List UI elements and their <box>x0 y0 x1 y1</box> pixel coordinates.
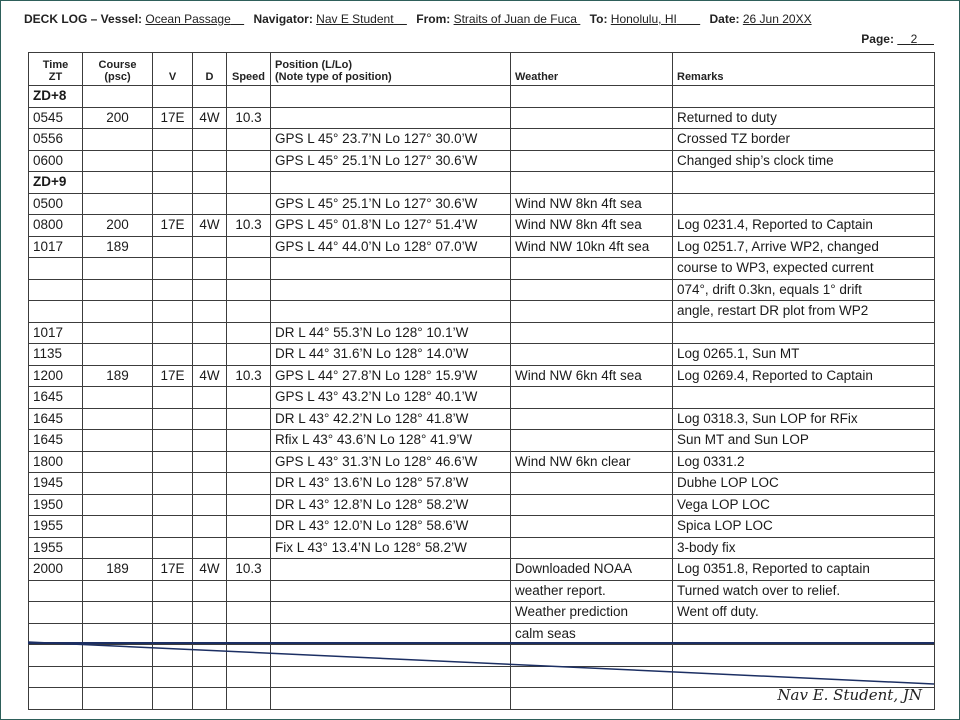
empty-cell <box>271 172 511 194</box>
cell-speed <box>227 580 271 602</box>
cell-speed <box>227 344 271 366</box>
to-label: To: <box>589 12 608 26</box>
cell-d <box>193 494 227 516</box>
cell-course <box>83 279 153 301</box>
empty-cell <box>227 645 271 667</box>
cell-speed <box>227 236 271 258</box>
log-entry-row <box>29 580 935 602</box>
cell-d <box>193 451 227 473</box>
blank-row <box>29 645 935 667</box>
cell-time: 1135 <box>29 344 83 366</box>
cell-v <box>153 301 193 323</box>
cell-speed <box>227 129 271 151</box>
col-course: Course (psc) <box>83 53 153 86</box>
empty-cell <box>511 86 673 108</box>
cell-course <box>83 150 153 172</box>
cell-speed <box>227 494 271 516</box>
cell-position <box>271 301 511 323</box>
col-weather: Weather <box>511 53 673 86</box>
cell-remarks: Log 0231.4, Reported to Captain <box>673 215 935 237</box>
empty-cell <box>29 645 83 667</box>
end-of-entries-rule <box>28 642 934 644</box>
cell-weather <box>511 408 673 430</box>
col-time: Time ZT <box>29 53 83 86</box>
col-v: V <box>153 53 193 86</box>
cell-position: DR L 43° 13.6’N Lo 128° 57.8’W <box>271 473 511 495</box>
cell-d <box>193 430 227 452</box>
cell-position: DR L 44° 31.6’N Lo 128° 14.0’W <box>271 344 511 366</box>
cell-speed: 10.3 <box>227 559 271 581</box>
cell-time: 1950 <box>29 494 83 516</box>
cell-speed <box>227 150 271 172</box>
empty-cell <box>227 666 271 688</box>
log-entry-row <box>29 387 935 409</box>
empty-cell <box>193 645 227 667</box>
log-date: 26 Jun 20XX <box>742 12 812 26</box>
cell-course <box>83 451 153 473</box>
page-number-line <box>861 32 934 46</box>
cell-weather <box>511 387 673 409</box>
log-entry-row <box>29 322 935 344</box>
col-remarks: Remarks <box>673 53 935 86</box>
cell-time: 1645 <box>29 387 83 409</box>
cell-remarks: Log 0331.2 <box>673 451 935 473</box>
cell-time: 1945 <box>29 473 83 495</box>
log-entry-row <box>29 430 935 452</box>
empty-cell <box>511 688 673 710</box>
cell-weather <box>511 258 673 280</box>
col-position: Position (L/Lo) (Note type of position) <box>271 53 511 86</box>
col-d: D <box>193 53 227 86</box>
log-entry-row <box>29 602 935 624</box>
cell-position: GPS L 45° 01.8’N Lo 127° 51.4’W <box>271 215 511 237</box>
cell-v <box>153 451 193 473</box>
log-header <box>24 12 812 26</box>
cell-position <box>271 602 511 624</box>
cell-course: 189 <box>83 559 153 581</box>
empty-cell <box>271 86 511 108</box>
cell-course <box>83 322 153 344</box>
cell-time: 1800 <box>29 451 83 473</box>
log-entry-row <box>29 537 935 559</box>
cell-v <box>153 387 193 409</box>
blank-row <box>29 666 935 688</box>
cell-position: GPS L 45° 25.1’N Lo 127° 30.6’W <box>271 150 511 172</box>
cell-weather <box>511 494 673 516</box>
cell-position <box>271 559 511 581</box>
cell-course <box>83 129 153 151</box>
log-entry-row <box>29 365 935 387</box>
cell-d <box>193 602 227 624</box>
empty-cell <box>673 86 935 108</box>
cell-weather <box>511 322 673 344</box>
cell-v <box>153 537 193 559</box>
cell-time <box>29 602 83 624</box>
cell-v <box>153 602 193 624</box>
cell-remarks <box>673 387 935 409</box>
cell-d: 4W <box>193 365 227 387</box>
cell-position: GPS L 45° 23.7’N Lo 127° 30.0’W <box>271 129 511 151</box>
cell-weather: Wind NW 6kn 4ft sea <box>511 365 673 387</box>
empty-cell <box>227 86 271 108</box>
cell-d <box>193 236 227 258</box>
log-entry-row <box>29 279 935 301</box>
cell-course <box>83 602 153 624</box>
cell-weather <box>511 279 673 301</box>
cell-time <box>29 580 83 602</box>
cell-speed: 10.3 <box>227 365 271 387</box>
cell-course <box>83 494 153 516</box>
cell-time <box>29 301 83 323</box>
cell-time <box>29 258 83 280</box>
cell-speed <box>227 537 271 559</box>
cell-time: 0800 <box>29 215 83 237</box>
cell-speed <box>227 516 271 538</box>
cell-course <box>83 430 153 452</box>
cell-remarks: Log 0269.4, Reported to Captain <box>673 365 935 387</box>
cell-v <box>153 279 193 301</box>
cell-time: 1955 <box>29 516 83 538</box>
cell-weather <box>511 129 673 151</box>
cell-position: DR L 43° 12.0’N Lo 128° 58.6’W <box>271 516 511 538</box>
cell-speed <box>227 430 271 452</box>
cell-d <box>193 279 227 301</box>
cell-v <box>153 473 193 495</box>
cell-position: GPS L 44° 27.8’N Lo 128° 15.9’W <box>271 365 511 387</box>
cell-course <box>83 473 153 495</box>
cell-time: 0545 <box>29 107 83 129</box>
cell-position: Fix L 43° 13.4’N Lo 128° 58.2’W <box>271 537 511 559</box>
log-entry-row <box>29 258 935 280</box>
cell-time: 0600 <box>29 150 83 172</box>
cell-position: DR L 43° 12.8’N Lo 128° 58.2’W <box>271 494 511 516</box>
log-entry-row <box>29 516 935 538</box>
cell-remarks: Returned to duty <box>673 107 935 129</box>
cell-course <box>83 258 153 280</box>
cell-v <box>153 236 193 258</box>
from-label: From: <box>416 12 451 26</box>
from-place: Straits of Juan de Fuca <box>453 12 577 26</box>
cell-remarks: Vega LOP LOC <box>673 494 935 516</box>
cell-position: DR L 43° 42.2’N Lo 128° 41.8’W <box>271 408 511 430</box>
log-entry-row <box>29 301 935 323</box>
cell-position <box>271 258 511 280</box>
cell-speed: 10.3 <box>227 215 271 237</box>
cell-d <box>193 258 227 280</box>
empty-cell <box>511 172 673 194</box>
empty-cell <box>153 645 193 667</box>
cell-remarks <box>673 193 935 215</box>
cell-position: GPS L 43° 31.3’N Lo 128° 46.6’W <box>271 451 511 473</box>
cell-remarks: 3-body fix <box>673 537 935 559</box>
cell-v <box>153 258 193 280</box>
empty-cell <box>83 86 153 108</box>
cell-weather <box>511 107 673 129</box>
cell-course <box>83 408 153 430</box>
empty-cell <box>29 688 83 710</box>
vessel-name: Ocean Passage <box>145 12 231 26</box>
cell-remarks: angle, restart DR plot from WP2 <box>673 301 935 323</box>
cell-speed <box>227 322 271 344</box>
empty-cell <box>673 172 935 194</box>
zone-description: ZD+9 <box>29 172 83 194</box>
cell-weather <box>511 150 673 172</box>
empty-cell <box>153 666 193 688</box>
cell-weather: calm seas <box>511 623 673 645</box>
cell-course <box>83 580 153 602</box>
cell-time <box>29 279 83 301</box>
deck-log-table <box>28 52 935 710</box>
cell-d <box>193 580 227 602</box>
empty-cell <box>29 666 83 688</box>
empty-cell <box>193 172 227 194</box>
cell-position <box>271 580 511 602</box>
cell-position: GPS L 43° 43.2’N Lo 128° 40.1’W <box>271 387 511 409</box>
cell-time: 0556 <box>29 129 83 151</box>
cell-course: 189 <box>83 365 153 387</box>
cell-weather: Weather prediction <box>511 602 673 624</box>
cell-d <box>193 301 227 323</box>
log-entry-row <box>29 344 935 366</box>
empty-cell <box>193 86 227 108</box>
cell-v <box>153 430 193 452</box>
cell-remarks: Log 0265.1, Sun MT <box>673 344 935 366</box>
empty-cell <box>673 645 935 667</box>
log-entry-row <box>29 129 935 151</box>
cell-d <box>193 129 227 151</box>
cell-remarks: Log 0351.8, Reported to captain <box>673 559 935 581</box>
cell-course <box>83 516 153 538</box>
cell-speed <box>227 408 271 430</box>
cell-d: 4W <box>193 107 227 129</box>
page-label: Page: <box>861 32 894 46</box>
cell-time: 1017 <box>29 236 83 258</box>
cell-v <box>153 150 193 172</box>
to-place: Honolulu, HI <box>610 12 677 26</box>
cell-v: 17E <box>153 559 193 581</box>
cell-course: 200 <box>83 215 153 237</box>
cell-speed <box>227 473 271 495</box>
cell-v <box>153 193 193 215</box>
cell-remarks: course to WP3, expected current <box>673 258 935 280</box>
cell-speed <box>227 602 271 624</box>
cell-weather <box>511 430 673 452</box>
empty-cell <box>511 666 673 688</box>
cell-d <box>193 387 227 409</box>
cell-weather <box>511 344 673 366</box>
cell-speed <box>227 279 271 301</box>
log-entry-row <box>29 150 935 172</box>
cell-v: 17E <box>153 215 193 237</box>
cell-time: 2000 <box>29 559 83 581</box>
cell-d <box>193 322 227 344</box>
cell-weather <box>511 301 673 323</box>
navigator-label: Navigator: <box>253 12 313 26</box>
cell-v <box>153 516 193 538</box>
cell-d <box>193 150 227 172</box>
cell-course <box>83 193 153 215</box>
cell-weather: Wind NW 6kn clear <box>511 451 673 473</box>
cell-v <box>153 494 193 516</box>
empty-cell <box>153 86 193 108</box>
cell-weather: Wind NW 10kn 4ft sea <box>511 236 673 258</box>
log-entry-row <box>29 215 935 237</box>
cell-d <box>193 408 227 430</box>
empty-cell <box>83 666 153 688</box>
col-speed: Speed <box>227 53 271 86</box>
cell-course: 189 <box>83 236 153 258</box>
zone-description-row <box>29 86 935 108</box>
cell-speed <box>227 301 271 323</box>
navigator-signature: Nav E. Student, JN <box>777 686 922 704</box>
cell-course <box>83 301 153 323</box>
empty-cell <box>673 666 935 688</box>
empty-cell <box>227 688 271 710</box>
cell-course <box>83 344 153 366</box>
log-entry-row <box>29 107 935 129</box>
empty-cell <box>511 645 673 667</box>
cell-course <box>83 387 153 409</box>
cell-position: DR L 44° 55.3’N Lo 128° 10.1’W <box>271 322 511 344</box>
cell-speed <box>227 451 271 473</box>
cell-remarks: 074°, drift 0.3kn, equals 1° drift <box>673 279 935 301</box>
cell-time: 1645 <box>29 430 83 452</box>
cell-position <box>271 279 511 301</box>
page-number: 2 <box>910 32 918 46</box>
cell-course <box>83 537 153 559</box>
navigator-name: Nav E Student <box>316 12 394 26</box>
empty-cell <box>193 666 227 688</box>
cell-v <box>153 408 193 430</box>
cell-d <box>193 516 227 538</box>
empty-cell <box>193 688 227 710</box>
cell-remarks: Crossed TZ border <box>673 129 935 151</box>
cell-v: 17E <box>153 365 193 387</box>
cell-position: Rfix L 43° 43.6’N Lo 128° 41.9’W <box>271 430 511 452</box>
cell-remarks: Spica LOP LOC <box>673 516 935 538</box>
title-label: DECK LOG – Vessel: <box>24 12 143 26</box>
cell-remarks <box>673 322 935 344</box>
cell-remarks: Dubhe LOP LOC <box>673 473 935 495</box>
date-label: Date: <box>709 12 740 26</box>
cell-weather: Wind NW 8kn 4ft sea <box>511 215 673 237</box>
cell-time: 1017 <box>29 322 83 344</box>
empty-cell <box>271 666 511 688</box>
log-entry-row <box>29 473 935 495</box>
cell-d <box>193 473 227 495</box>
cell-weather <box>511 473 673 495</box>
cell-time: 1955 <box>29 537 83 559</box>
empty-cell <box>271 688 511 710</box>
cell-time: 1200 <box>29 365 83 387</box>
cell-speed <box>227 387 271 409</box>
cell-weather: Downloaded NOAA <box>511 559 673 581</box>
empty-cell <box>227 172 271 194</box>
empty-cell <box>83 645 153 667</box>
cell-position <box>271 107 511 129</box>
empty-cell <box>83 172 153 194</box>
empty-cell <box>83 688 153 710</box>
cell-remarks: Turned watch over to relief. <box>673 580 935 602</box>
cell-weather <box>511 516 673 538</box>
log-entry-row <box>29 494 935 516</box>
log-entry-row <box>29 236 935 258</box>
cell-speed <box>227 258 271 280</box>
cell-remarks: Log 0251.7, Arrive WP2, changed <box>673 236 935 258</box>
cell-d <box>193 193 227 215</box>
cell-remarks: Went off duty. <box>673 602 935 624</box>
cell-v <box>153 129 193 151</box>
zone-description: ZD+8 <box>29 86 83 108</box>
cell-remarks: Changed ship’s clock time <box>673 150 935 172</box>
log-entry-row <box>29 451 935 473</box>
cell-remarks: Sun MT and Sun LOP <box>673 430 935 452</box>
cell-weather: weather report. <box>511 580 673 602</box>
cell-d: 4W <box>193 559 227 581</box>
cell-speed <box>227 193 271 215</box>
cell-v: 17E <box>153 107 193 129</box>
zone-description-row <box>29 172 935 194</box>
cell-weather <box>511 537 673 559</box>
cell-v <box>153 344 193 366</box>
log-entry-row <box>29 193 935 215</box>
cell-time: 0500 <box>29 193 83 215</box>
cell-speed: 10.3 <box>227 107 271 129</box>
cell-weather: Wind NW 8kn 4ft sea <box>511 193 673 215</box>
cell-v <box>153 322 193 344</box>
column-header-row <box>29 53 935 86</box>
cell-position: GPS L 45° 25.1’N Lo 127° 30.6’W <box>271 193 511 215</box>
cell-remarks: Log 0318.3, Sun LOP for RFix <box>673 408 935 430</box>
log-entry-row <box>29 408 935 430</box>
log-body <box>29 86 935 710</box>
cell-v <box>153 580 193 602</box>
empty-cell <box>153 688 193 710</box>
cell-d <box>193 344 227 366</box>
log-entry-row <box>29 559 935 581</box>
cell-time: 1645 <box>29 408 83 430</box>
empty-cell <box>153 172 193 194</box>
empty-cell <box>271 645 511 667</box>
cell-d: 4W <box>193 215 227 237</box>
cell-course: 200 <box>83 107 153 129</box>
cell-d <box>193 537 227 559</box>
cell-position: GPS L 44° 44.0’N Lo 128° 07.0’W <box>271 236 511 258</box>
